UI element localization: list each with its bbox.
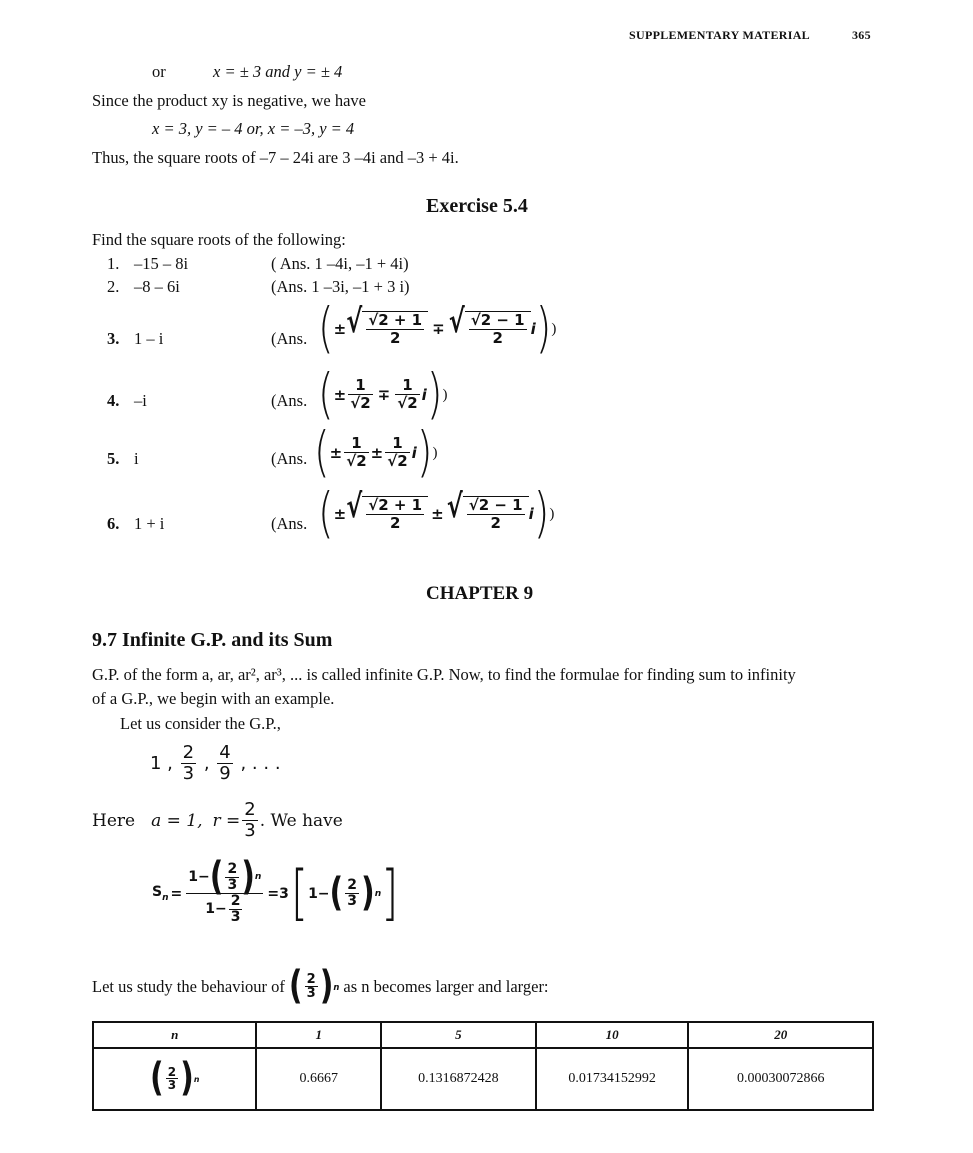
table-header-cell: 10 <box>536 1022 689 1048</box>
or-word: or <box>152 62 166 81</box>
here-word: Here <box>92 810 136 831</box>
exercise-prompt: Find the square roots of the following: <box>92 230 346 249</box>
item-3-answer-formula: ( ± √ $\frac{√2 + 1}{2}$ ∓ √ $\frac{√2 - 1}{2}$ i ) ) <box>318 297 557 361</box>
table-header-cell: 1 <box>256 1022 381 1048</box>
page-number: 365 <box>852 28 871 42</box>
item-4-answer-formula: ( ± $\frac{1}{√2}$ ∓ $\frac{1}{√2}$ i ) ) <box>318 363 448 427</box>
item-2-expr: –8 – 6i <box>134 277 180 296</box>
section-para1-line2: of a G.P., we begin with an example. <box>92 689 335 708</box>
section-para2: Let us consider the G.P., <box>120 714 281 733</box>
item-2-answer: (Ans. 1 –3i, –1 + 3 i) <box>271 277 410 296</box>
item-2-num: 2. <box>107 277 120 296</box>
item-6-ans-close: ) <box>549 505 555 522</box>
item-1-answer: ( Ans. 1 –4i, –1 + 4i) <box>271 254 409 273</box>
item-5-num: 5. <box>107 449 120 468</box>
we-have: . We have <box>259 810 343 831</box>
item-6-ans-prefix: (Ans. <box>271 514 308 533</box>
table-header-row <box>93 1022 873 1048</box>
item-3-expr: 1 – i <box>134 329 164 348</box>
here-line: Here a = 1, r = $\frac{2}{3}$ . We have <box>92 799 343 841</box>
section-para1-line1: G.P. of the form a, ar, ar², ar³, ... is called infinite G.P. Now, to find the formulae for finding sum to infinity <box>92 665 796 684</box>
exercise-title: Exercise 5.4 <box>426 195 528 217</box>
item-4-ans-close: ) <box>442 386 448 403</box>
thus-line: Thus, the square roots of –7 – 24i are 3 –4i and –3 + 4i. <box>92 148 459 167</box>
table-cell: 0.00030072866 <box>688 1048 873 1110</box>
table-header-cell: 20 <box>688 1022 873 1048</box>
sn-label: S <box>152 884 163 901</box>
item-5-ans-close: ) <box>432 444 438 461</box>
solutions-line: x = 3, y = – 4 or, x = –3, y = 4 <box>152 119 355 138</box>
section-title: 9.7 Infinite G.P. and its Sum <box>92 629 333 651</box>
table-cell: 0.01734152992 <box>536 1048 689 1110</box>
item-6-num: 6. <box>107 514 120 533</box>
item-4-expr: –i <box>134 391 147 410</box>
item-5-answer-formula: ( ± $\frac{1}{√2}$ ± $\frac{1}{√2}$ i ) ) <box>314 421 438 485</box>
item-1-expr: –15 – 8i <box>134 254 189 273</box>
table-cell: 0.1316872428 <box>381 1048 536 1110</box>
table-row <box>93 1048 873 1110</box>
table-header-cell: n <box>93 1022 256 1048</box>
item-4-ans-prefix: (Ans. <box>271 391 308 410</box>
gp-sequence: 1 , $\frac{2}{3}$ , $\frac{4}{9}$ , . . . <box>150 742 281 784</box>
item-3-ans-prefix: (Ans. <box>271 329 308 348</box>
item-5-ans-prefix: (Ans. <box>271 449 308 468</box>
behaviour-pre: Let us study the behaviour of <box>92 977 285 996</box>
table-header-cell: 5 <box>381 1022 536 1048</box>
item-3-num: 3. <box>107 329 120 348</box>
or-equation: x = ± 3 and y = ± 4 <box>213 62 343 81</box>
behaviour-line: Let us study the behaviour of ( $\frac{2}{3}$ ) n as n becomes larger and larger: <box>92 963 549 1010</box>
a-equation: a = 1, <box>151 810 203 831</box>
item-5-expr: i <box>134 449 139 468</box>
chapter-title: CHAPTER 9 <box>426 583 534 604</box>
item-6-expr: 1 + i <box>134 514 165 533</box>
table-row-label: ( $\frac{2}{3}$ ) n <box>93 1048 256 1110</box>
behaviour-post: as n becomes larger and larger: <box>343 977 549 996</box>
item-1-num: 1. <box>107 254 120 273</box>
running-title: SUPPLEMENTARY MATERIAL <box>629 28 810 42</box>
item-4-num: 4. <box>107 391 120 410</box>
r-label: r = <box>212 810 241 831</box>
item-3-ans-close: ) <box>551 320 557 337</box>
item-6-answer-formula: ( ± √ $\frac{√2 + 1}{2}$ ± √ $\frac{√2 - 1}{2}$ i ) ) <box>318 482 555 546</box>
behaviour-table <box>92 1021 874 1111</box>
since-line: Since the product xy is negative, we have <box>92 91 366 110</box>
table-cell: 0.6667 <box>256 1048 381 1110</box>
sn-formula: $S_n$ = 1− ( $\frac{2}{3}$ ) n 1− $\frac{2}{3}$ =3 [ 1− ( $\frac{2}{3}$ ) n ] <box>152 854 399 928</box>
